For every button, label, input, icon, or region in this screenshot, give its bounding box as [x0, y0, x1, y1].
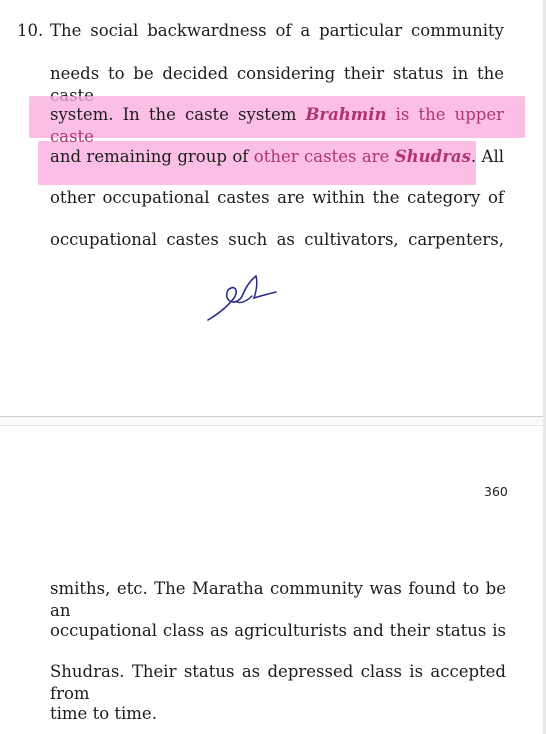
text-line-5: other occupational castes are within the category of	[50, 188, 504, 207]
brahmin-emphasis: Brahmin	[305, 105, 387, 124]
page-number: 360	[484, 484, 508, 499]
handwritten-signature	[204, 270, 280, 326]
line-4-text: and remaining group of	[50, 147, 254, 166]
sentence-period: .	[470, 147, 477, 166]
text-line-1: The social backwardness of a particular community	[50, 21, 504, 40]
text-line-6: occupational castes such as cultivators, carpenters,	[50, 230, 504, 249]
text-line-4	[50, 146, 504, 168]
line-3-text: system. In the caste system	[50, 105, 306, 124]
continued-line-3: Shudras. Their status as depressed class is accepted from	[50, 662, 506, 703]
text-line-3	[50, 104, 504, 148]
continued-line-2: occupational class as agriculturists and their status is	[50, 621, 506, 640]
continued-line-1: smiths, etc. The Maratha community was found to be an	[50, 579, 506, 620]
line-4-tail: All	[476, 147, 505, 166]
highlighted-phrase: is the upper caste	[50, 105, 504, 146]
paragraph-number: 10.	[17, 21, 44, 40]
text-line-2: needs to be decided considering their status in the	[50, 64, 504, 83]
shudras-emphasis: Shudras	[394, 147, 471, 166]
continued-line-4: time to time.	[50, 704, 157, 723]
highlighted-phrase-2: other castes are	[253, 147, 395, 166]
